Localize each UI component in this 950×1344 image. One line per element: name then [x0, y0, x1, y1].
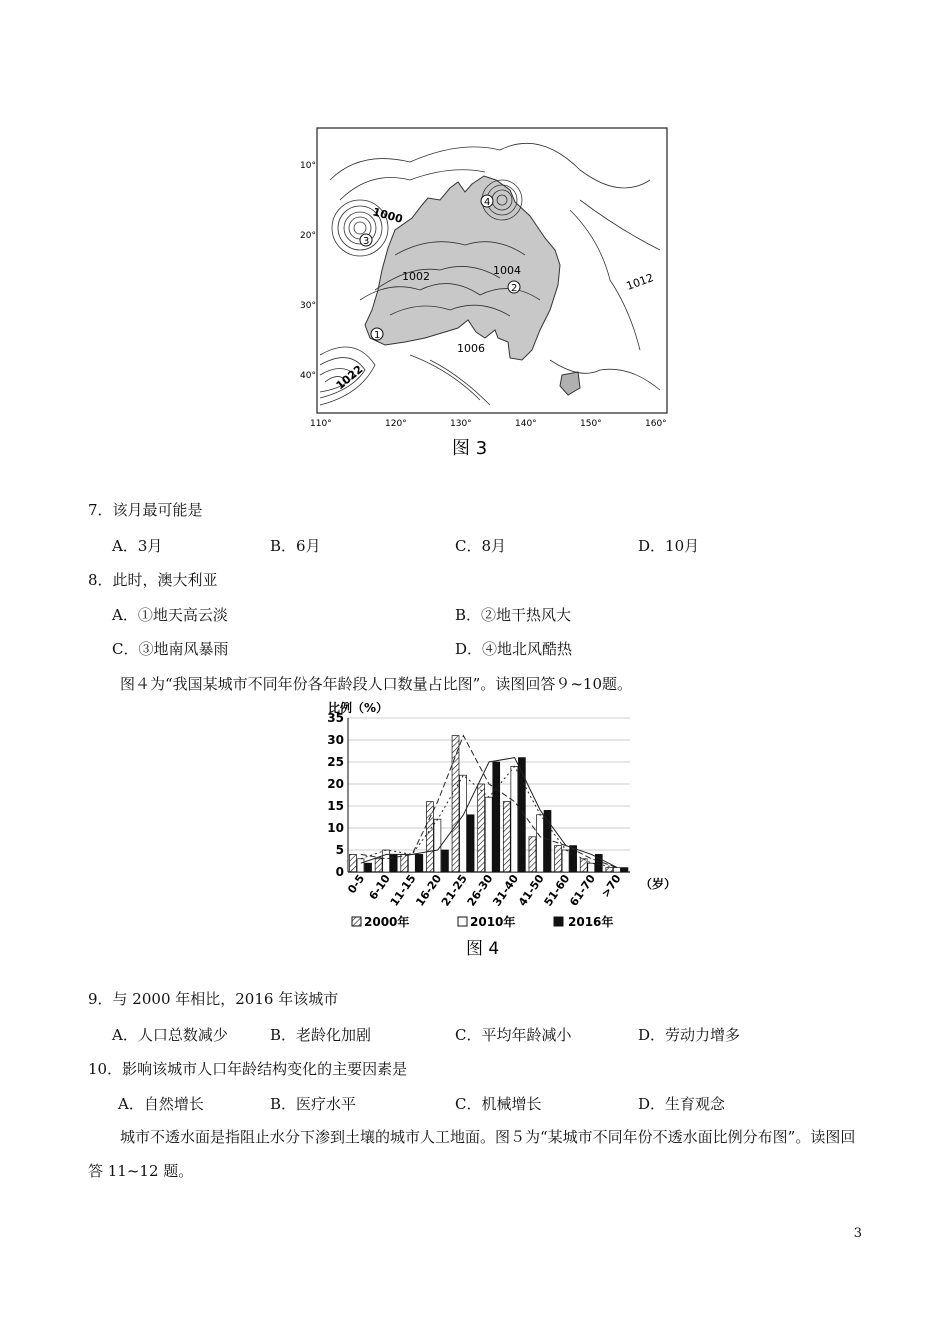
- isobar-label: 1006: [457, 342, 485, 355]
- lon-label: 160°: [645, 419, 667, 429]
- legend-label-2010: 2010年: [470, 915, 516, 929]
- isobar-label: 1004: [493, 264, 521, 277]
- intro-9-10: 图４为“我国某城市不同年份各年龄段人口数量占比图”。读图回答９~10题。: [120, 675, 632, 693]
- bar-2016-0-5: [365, 863, 372, 872]
- y-tick-label: 20: [327, 777, 344, 791]
- isobar-label: 1012: [624, 271, 656, 293]
- lon-label: 130°: [450, 419, 472, 429]
- bar-2010-0-5: [357, 859, 364, 872]
- x-tick-label: 61-70: [567, 872, 599, 909]
- q10-option-c: C．机械增长: [455, 1095, 542, 1113]
- bar-2016-11-15: [416, 854, 423, 872]
- bar-2010-16-20: [434, 819, 441, 872]
- x-tick-label: 11-15: [387, 872, 419, 909]
- bar-2000-16-20: [426, 802, 433, 872]
- legend-label-2016: 2016年: [568, 915, 614, 929]
- q7-option-c: C．8月: [455, 537, 507, 555]
- x-tick-label: 51-60: [541, 872, 573, 909]
- bar-2010-51-60: [562, 850, 569, 872]
- lat-label: 30°: [300, 301, 316, 311]
- bar-2000-31-40: [503, 802, 510, 872]
- x-tick-label: 31-40: [490, 872, 522, 909]
- q8-option-c: C．③地南风暴雨: [112, 640, 229, 658]
- bar-2010-31-40: [511, 766, 518, 872]
- q9-option-a: A．人口总数减少: [112, 1026, 228, 1044]
- q10-option-d: D．生育观念: [638, 1095, 726, 1113]
- q9-option-b: B．老龄化加剧: [270, 1026, 372, 1044]
- figure-4-chart: [318, 700, 678, 965]
- svg-text:2: 2: [511, 283, 518, 294]
- x-tick-label: 6-10: [366, 872, 393, 903]
- x-tick-label: 21-25: [438, 872, 470, 909]
- legend-label-2000: 2000年: [364, 915, 410, 929]
- lat-label: 20°: [300, 231, 316, 241]
- svg-text:4: 4: [484, 197, 491, 208]
- bar-2010-41-50: [537, 815, 544, 872]
- bar-2016->70: [621, 868, 628, 872]
- y-tick-label: 0: [335, 865, 344, 879]
- question-10-stem: 10．影响该城市人口年龄结构变化的主要因素是: [88, 1060, 408, 1078]
- q9-option-d: D．劳动力增多: [638, 1026, 741, 1044]
- bar-2010->70: [613, 868, 620, 872]
- isobar-label: 1022: [333, 362, 366, 393]
- lat-label: 10°: [300, 161, 316, 171]
- x-tick-label: 26-30: [464, 872, 496, 909]
- isobar-label: 1000: [371, 205, 405, 226]
- legend-swatch-2000: [352, 917, 361, 926]
- q7-option-a: A．3月: [112, 537, 163, 555]
- bar-2000->70: [606, 868, 613, 872]
- y-tick-label: 5: [335, 843, 344, 857]
- bar-2000-11-15: [401, 854, 408, 872]
- bar-2016-16-20: [441, 850, 448, 872]
- bar-2000-0-5: [350, 854, 357, 872]
- bar-2016-26-30: [493, 762, 500, 872]
- lon-label: 120°: [385, 419, 407, 429]
- bar-2000-6-10: [375, 859, 382, 872]
- q8-option-b: B．②地干热风大: [455, 606, 572, 624]
- figure-3-map: [300, 120, 675, 465]
- q8-option-a: A．①地天高云淡: [112, 606, 228, 624]
- y-tick-label: 25: [327, 755, 344, 769]
- q8-option-d: D．④地北风酷热: [455, 640, 573, 658]
- y-tick-label: 15: [327, 799, 344, 813]
- legend-swatch-2016: [554, 917, 563, 926]
- page-number: 3: [853, 1226, 862, 1241]
- bar-2000-61-70: [580, 859, 587, 872]
- q7-option-d: D．10月: [638, 537, 700, 555]
- x-axis-unit: （岁）: [640, 877, 677, 891]
- y-tick-label: 10: [327, 821, 344, 835]
- legend-swatch-2010: [458, 917, 467, 926]
- figure-4-caption: 图 4: [466, 939, 500, 959]
- x-tick-label: >70: [598, 872, 624, 900]
- svg-text:3: 3: [363, 236, 370, 247]
- bar-2010-26-30: [485, 797, 492, 872]
- figure-3-caption: 图 3: [452, 438, 488, 459]
- bar-2000-26-30: [478, 784, 485, 872]
- y-tick-label: 30: [327, 733, 344, 747]
- bar-2010-61-70: [588, 863, 595, 872]
- bar-2016-6-10: [390, 854, 397, 872]
- legend: [352, 914, 613, 929]
- question-8-stem: 8．此时，澳大利亚: [88, 571, 218, 589]
- bar-2000-41-50: [529, 837, 536, 872]
- bar-2016-21-25: [467, 815, 474, 872]
- bar-2010-11-15: [408, 854, 415, 872]
- x-tick-label: 16-20: [413, 872, 445, 909]
- svg-text:1: 1: [374, 330, 381, 341]
- isobar-label: 1002: [402, 270, 430, 283]
- bar-2010-6-10: [383, 850, 390, 872]
- lon-label: 110°: [310, 419, 332, 429]
- question-9-stem: 9．与 2000 年相比，2016 年该城市: [88, 990, 339, 1008]
- lat-label: 40°: [300, 371, 316, 381]
- q7-option-b: B．6月: [270, 537, 321, 555]
- y-axis-label: 比例（%）: [328, 701, 389, 715]
- x-tick-label: 41-50: [515, 872, 547, 909]
- bar-2010-21-25: [460, 775, 467, 872]
- y-tick-label: 35: [327, 711, 344, 725]
- bar-2000-21-25: [452, 736, 459, 872]
- q10-option-a: A．自然增长: [118, 1095, 204, 1113]
- lon-label: 140°: [515, 419, 537, 429]
- q9-option-c: C．平均年龄减小: [455, 1026, 572, 1044]
- q10-option-b: B．医疗水平: [270, 1095, 357, 1113]
- intro-11-12: 城市不透水面是指阻止水分下渗到土壤的城市人工地面。图５为“某城市不同年份不透水面比例分布图”。读图回答 11~12 题。: [88, 1128, 856, 1180]
- bar-2000-51-60: [555, 846, 562, 872]
- question-7-stem: 7．该月最可能是: [88, 501, 203, 519]
- x-tick-label: 0-5: [345, 872, 368, 897]
- lon-label: 150°: [580, 419, 602, 429]
